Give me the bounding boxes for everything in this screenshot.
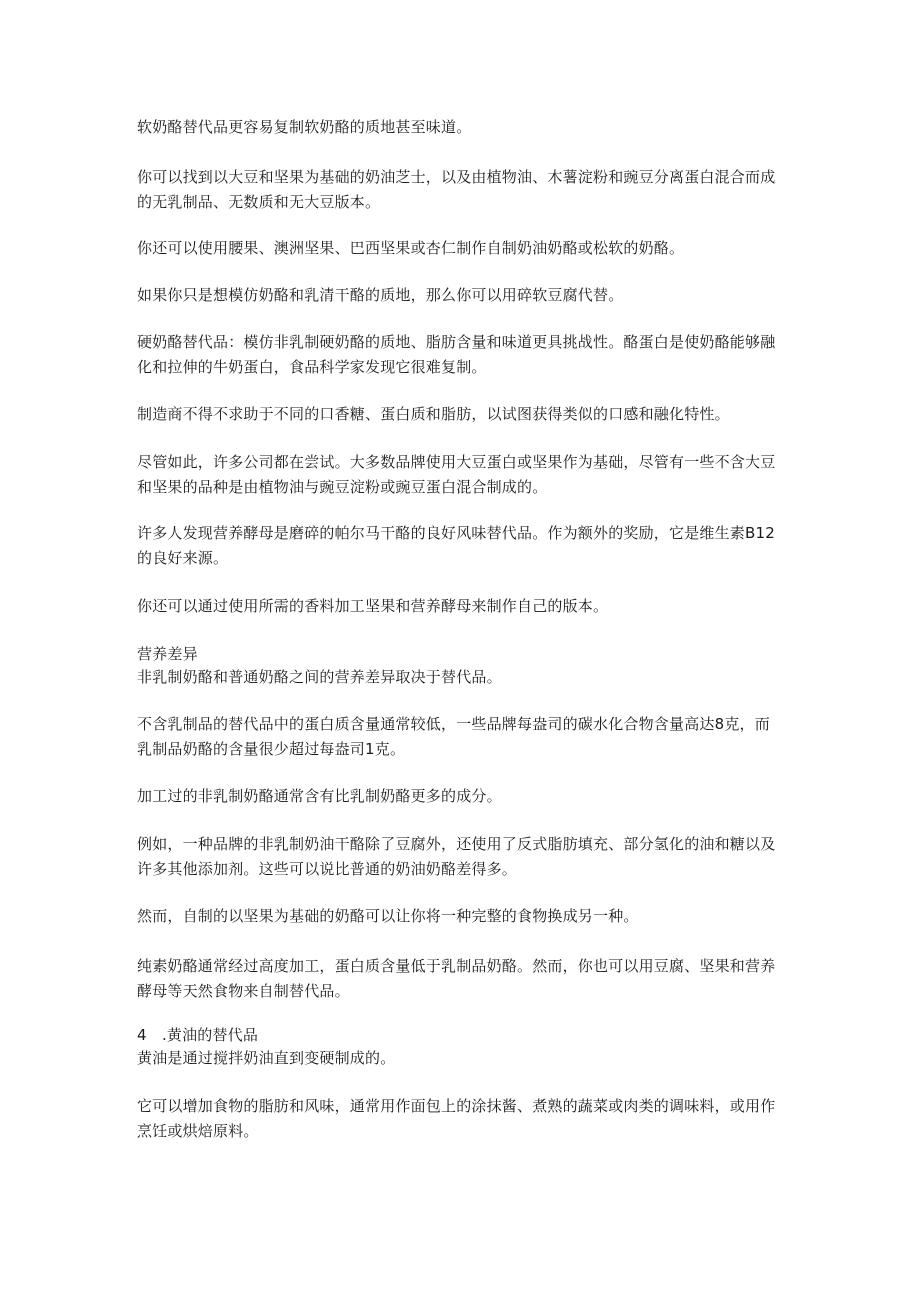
section-heading: 4 .黄油的替代品 (137, 1026, 259, 1044)
paragraph: 制造商不得不求助于不同的口香糖、蛋白质和脂肪，以试图获得类似的口感和融化特性。 (137, 405, 730, 423)
section-heading: 营养差异 (137, 645, 198, 663)
paragraph: 许多人发现营养酵母是磨碎的帕尔马干酪的良好风味替代品。作为额外的奖励，它是维生素B12的良好来源。 (137, 524, 775, 567)
paragraph: 非乳制奶酪和普通奶酪之间的营养差异取决于替代品。 (137, 668, 502, 686)
paragraph: 你还可以通过使用所需的香料加工坚果和营养酵母来制作自己的版本。 (137, 597, 609, 615)
paragraph: 你还可以使用腰果、澳洲坚果、巴西坚果或杏仁制作自制奶油奶酪或松软的奶酪。 (137, 239, 685, 257)
paragraph: 不含乳制品的替代品中的蛋白质含量通常较低，一些品牌每盎司的碳水化合物含量高达8克，而乳制品奶酪的含量很少超过每盎司1克。 (137, 715, 770, 758)
paragraph: 如果你只是想模仿奶酪和乳清干酪的质地，那么你可以用碎软豆腐代替。 (137, 286, 624, 304)
paragraph: 你可以找到以大豆和坚果为基础的奶油芝士，以及由植物油、木薯淀粉和豌豆分离蛋白混合而成的无乳制品、无数质和无大豆版本。 (137, 168, 776, 211)
paragraph: 它可以增加食物的脂肪和风味，通常用作面包上的涂抹酱、煮熟的蔬菜或肉类的调味料，或用作烹饪或烘焙原料。 (137, 1097, 776, 1140)
paragraph: 软奶酪替代品更容易复制软奶酪的质地甚至味道。 (137, 118, 472, 136)
paragraph: 例如，一种品牌的非乳制奶油干酪除了豆腐外，还使用了反式脂肪填充、部分氢化的油和糖以及许多其他添加剂。这些可以说比普通的奶油奶酪差得多。 (137, 835, 776, 878)
paragraph: 黄油是通过搅拌奶油直到变硬制成的。 (137, 1049, 396, 1067)
paragraph: 硬奶酪替代品：模仿非乳制硬奶酪的质地、脂肪含量和味道更具挑战性。酪蛋白是使奶酪能够融化和拉伸的牛奶蛋白，食品科学家发现它很难复制。 (137, 333, 776, 376)
paragraph: 加工过的非乳制奶酪通常含有比乳制奶酪更多的成分。 (137, 787, 502, 805)
paragraph: 然而，自制的以坚果为基础的奶酪可以让你将一种完整的食物换成另一种。 (137, 907, 639, 925)
paragraph: 纯素奶酪通常经过高度加工，蛋白质含量低于乳制品奶酪。然而，你也可以用豆腐、坚果和营养酵母等天然食物来自制替代品。 (137, 957, 776, 1000)
paragraph: 尽管如此，许多公司都在尝试。大多数品牌使用大豆蛋白或坚果作为基础，尽管有一些不含大豆和坚果的品种是由植物油与豌豆淀粉或豌豆蛋白混合制成的。 (137, 453, 776, 496)
